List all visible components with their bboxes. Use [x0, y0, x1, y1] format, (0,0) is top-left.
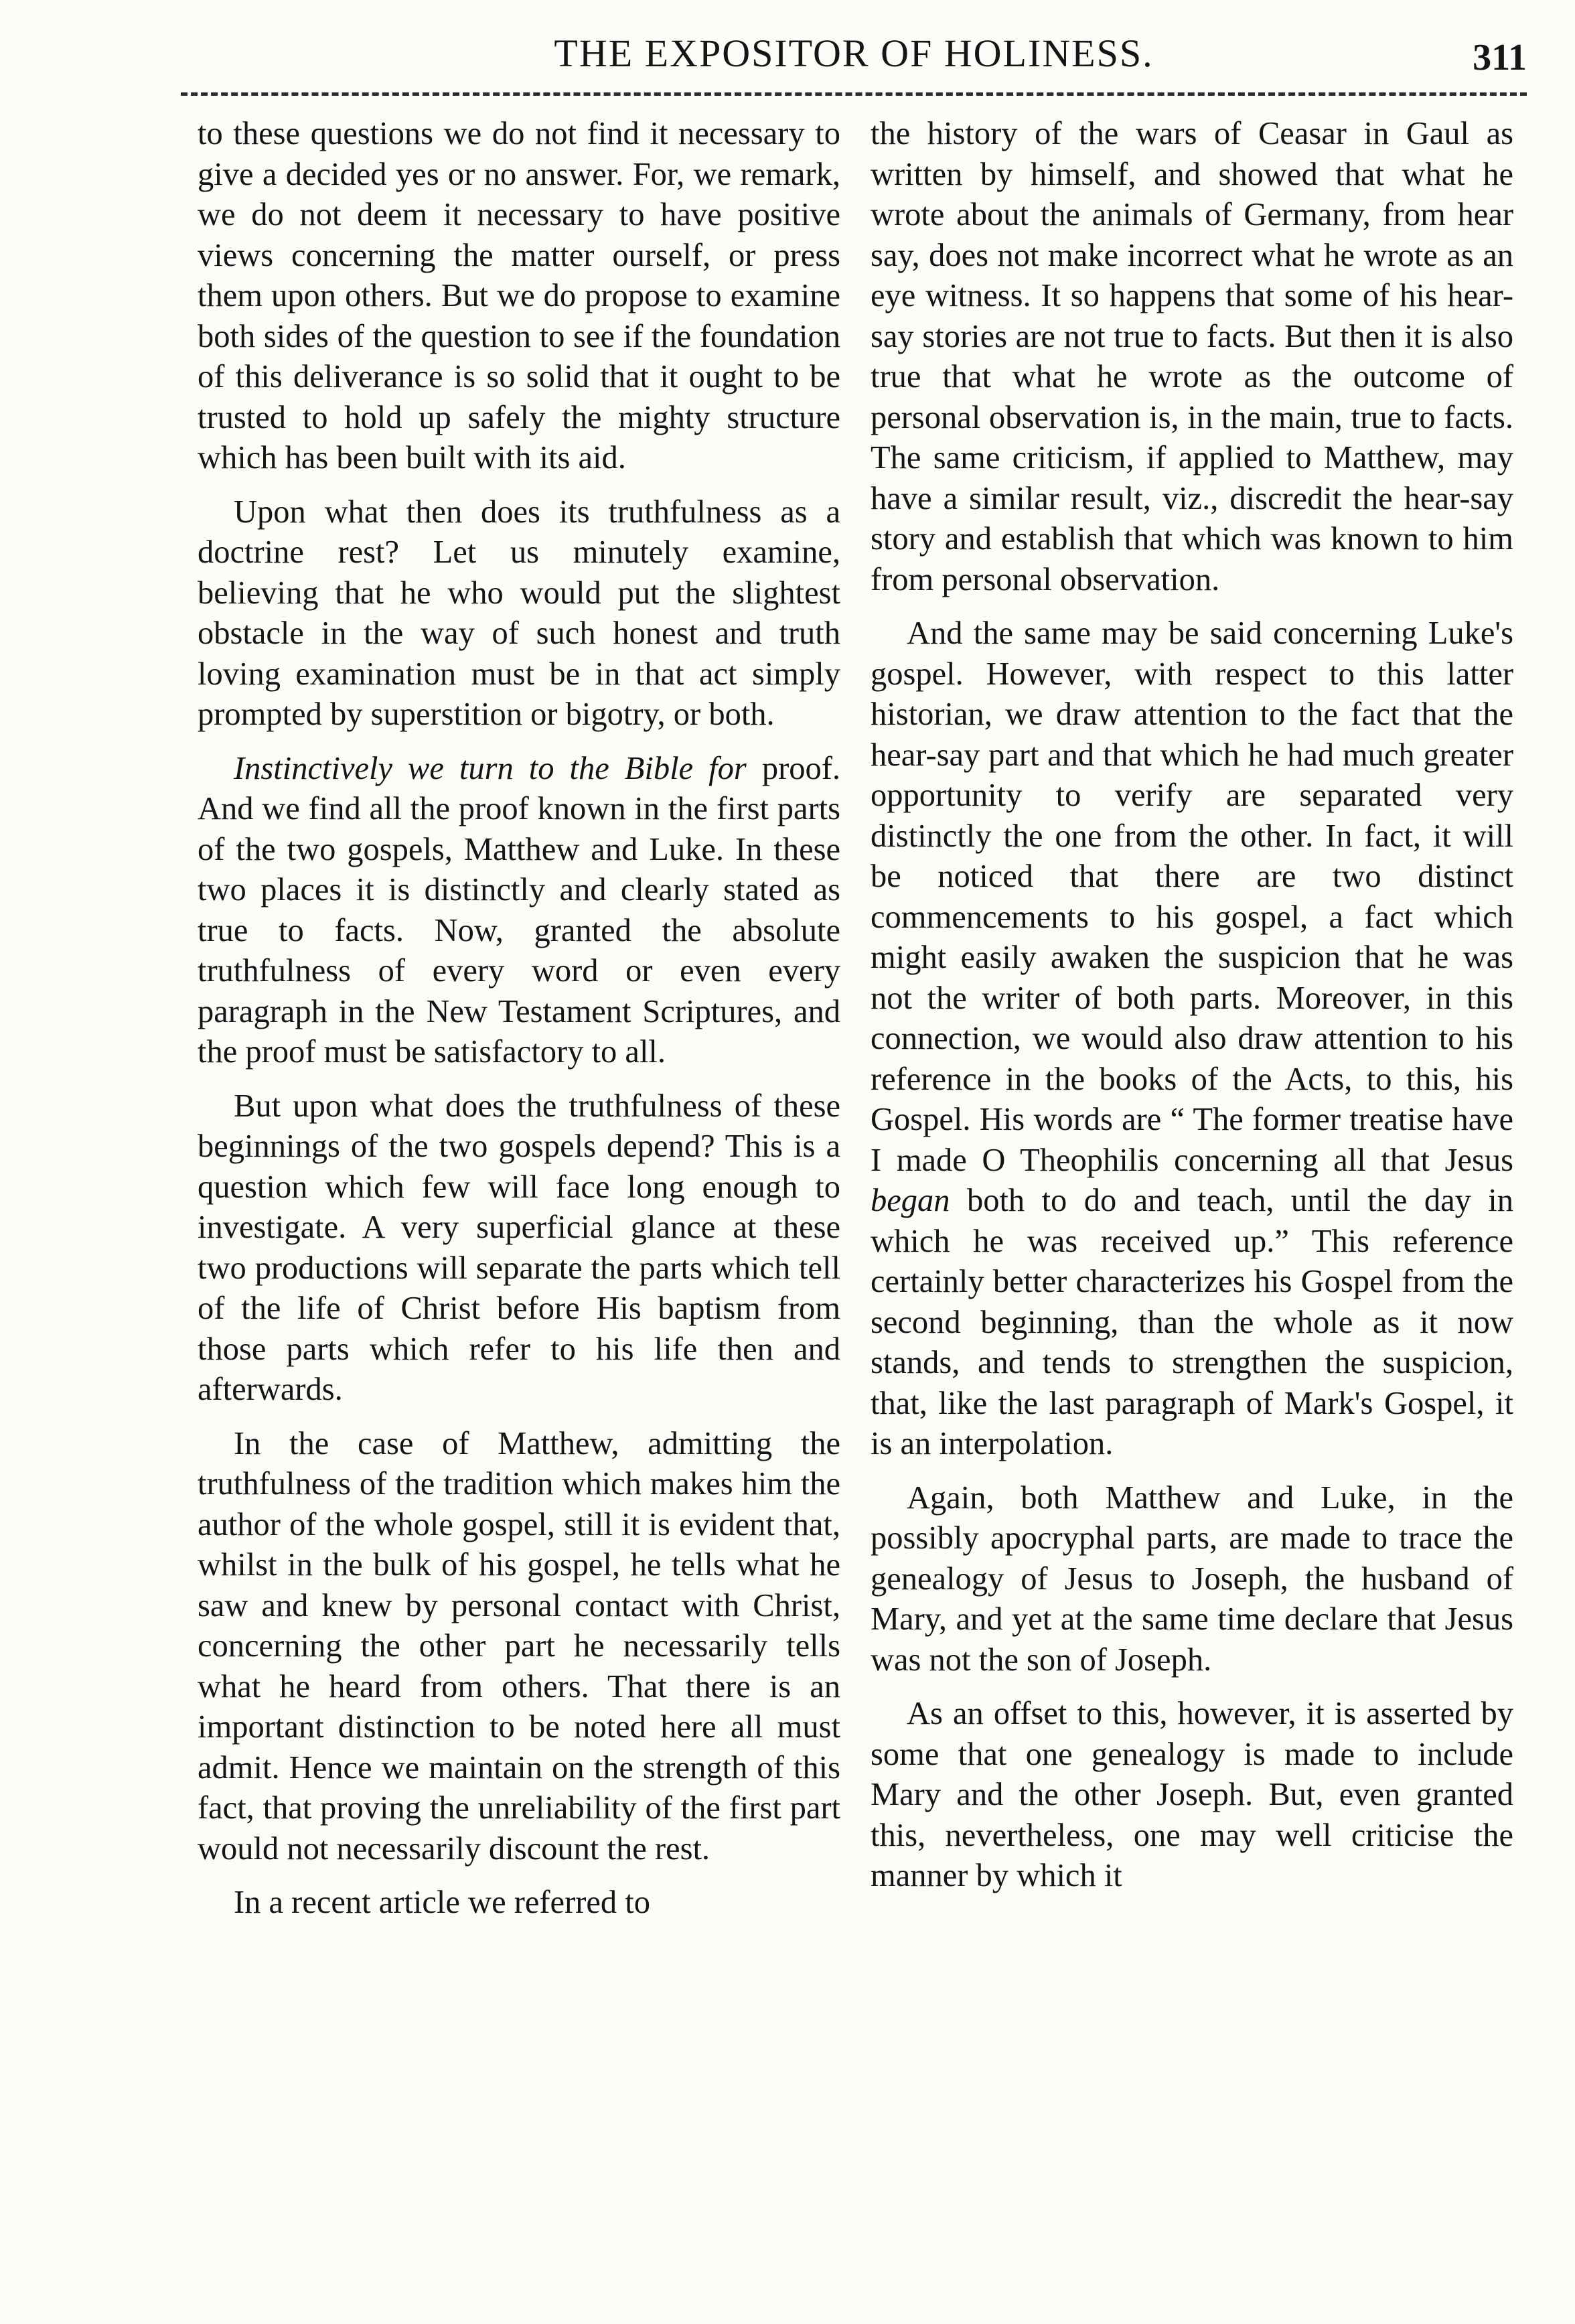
paragraph: In the case of Matthew, admitting the truthfulness of the tradition which makes him the author of the whole gospel, still it is evident that, whilst in the bulk of his gospel, he tells what he saw and knew by personal contact with Christ, concerning the other part he necessarily tells what he heard from others. That there is an important distinction to be noted here all must admit. Hence we maintain on the strength of this fact, that proving the unreliability of the first part would not necessarily discount the rest.: [198, 1425, 840, 1867]
right-column: [871, 114, 1513, 1910]
paragraph-text: And the same may be said concerning Luke's gospel. However, with respect to this latter historian, we draw attention to the fact that the hear-say part and that which he had much greater opportunity to verify are separated very distinctly the one from the other. In fact, it will be noticed that there are two distinct commencements to his gospel, a fact which might easily awaken the suspicion that he was not the writer of both parts. Moreover, in this connection, we would also draw attention to his reference in the books of the Acts, to this, his Gospel. His words are “ The former treatise have I made O Theophilis concerning all that Jesus: [871, 615, 1513, 1178]
paragraph: In a recent article we referred to: [234, 1885, 650, 1920]
paragraph: As an offset to this, however, it is asserted by some that one genealogy is made to include Mary and the other Joseph. But, even granted this, nevertheless, one may well criticise the manner by which it: [871, 1696, 1513, 1893]
paragraph: Upon what then does its truthfulness as a doctrine rest? Let us minutely examine, believing that he who would put the slightest obstacle in the way of such honest and truth loving examination must be in that act simply prompted by superstition or bigotry, or both.: [198, 494, 840, 732]
paragraph: Again, both Matthew and Luke, in the possibly apocryphal parts, are made to trace the genealogy of Jesus to Joseph, the husband of Mary, and yet at the same time declare that Jesus was not the son of Joseph.: [871, 1479, 1513, 1678]
paragraph: the history of the wars of Ceasar in Gaul as written by himself, and showed that what he wrote about the animals of Germany, from hear say, does not make incorrect what he wrote as an eye witness. It so happens that some of his hear-say stories are not true to facts. But then it is also true that what he wrote as the outcome of personal observation is, in the main, true to facts. The same criticism, if applied to Matthew, may have a similar result, viz., discredit the hear-say story and establish that which was known to him from personal observation.: [871, 116, 1513, 597]
page-number: 311: [1473, 37, 1527, 78]
italic-word: began: [871, 1183, 950, 1218]
paragraph-text: proof. And we find all the proof known in the first parts of the two gospels, Matthew and Luke. In these two places it is distinctly and clearly stated as true to facts. Now, granted the absolute truthfulness of every word or even every paragraph in the New Testament Scriptures, and the proof must be satisfactory to all.: [198, 750, 840, 1070]
page-header: [181, 27, 1527, 80]
paragraph: [198, 749, 840, 1073]
paragraph: [871, 613, 1513, 1465]
left-column: [198, 114, 840, 1937]
running-title: THE EXPOSITOR OF HOLINESS.: [554, 31, 1154, 75]
header-rule: [181, 92, 1527, 96]
paragraph: But upon what does the truthfulness of these beginnings of the two gospels depend? This is a question which few will face long enough to investigate. A very superficial glance at these two productions will separate the parts which tell of the life of Christ before His baptism from those parts which refer to his life then and afterwards.: [198, 1088, 840, 1407]
paragraph: to these questions we do not find it necessary to give a decided yes or no answer. For, we remark, we do not deem it necessary to have positive views concerning the matter ourself, or press them upon others. But we do propose to examine both sides of the question to see if the foundation of this deliverance is so solid that it ought to be trusted to hold up safely the mighty structure which has been built with its aid.: [198, 116, 840, 476]
paragraph-text: both to do and teach, until the day in which he was received up.” This reference certainly better characterizes his Gospel from the second beginning, than the whole as it now stands, and tends to strengthen the suspicion, that, like the last paragraph of Mark's Gospel, it is an interpolation.: [871, 1183, 1513, 1461]
italic-phrase: Instinctively we turn to the Bible for: [234, 750, 747, 786]
